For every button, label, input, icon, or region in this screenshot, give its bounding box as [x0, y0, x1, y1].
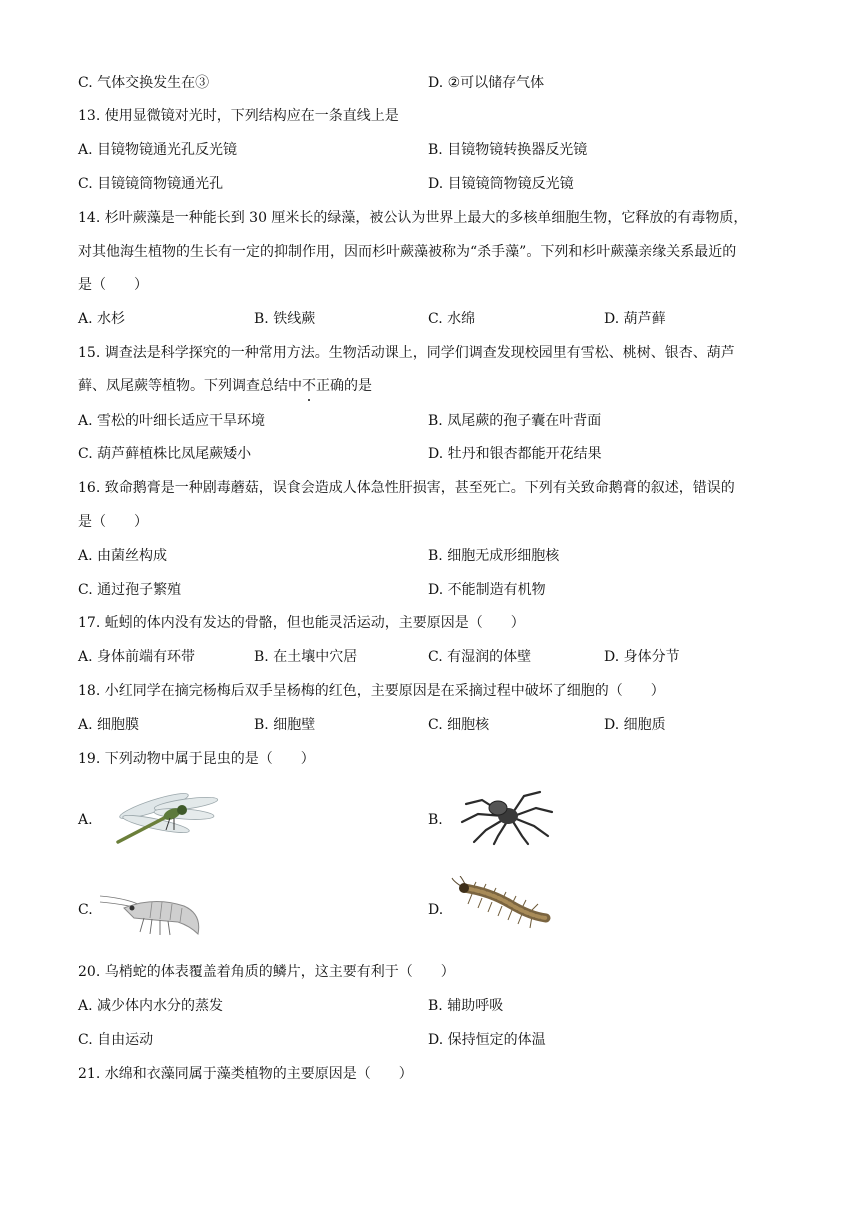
q14-option-d: D. 葫芦藓	[604, 311, 666, 327]
q18-option-c: C. 细胞核	[428, 717, 490, 733]
q21-stem: 21. 水绵和衣藻同属于藻类植物的主要原因是（ ）	[78, 1066, 413, 1082]
q16-stem-line2: 是（ ）	[78, 514, 148, 530]
q13-option-d: D. 目镜镜筒物镜反光镜	[428, 176, 574, 192]
exam-page: C. 气体交换发生在③ D. ②可以储存气体 13. 使用显微镜对光时，下列结构应在一条直线上是 A. 目镜物镜通光孔反光镜 B. 目镜物镜转换器反光镜 C. 目镜镜筒物镜通光孔 D. 目镜镜筒物镜反光镜 14. 杉叶蕨藻是一种能长到 30 厘米长的绿藻，被公认为世界上最大的多核单细胞生物，它释放的有毒物质， 对其他海生植物的生长有一定的抑制作用，因而杉叶蕨藻被称为“杀手藻”。下列和杉叶蕨藻亲缘关系最近的 是（ ） A. 水杉 B. 铁线蕨 C. 水绵 D. 葫芦藓 15. 调查法是科学探究的一种常用方法。生物活动课上，同学们调查发现校园里有雪松、桃树、银杏、葫芦 藓、凤尾蕨等植物。下列调查总结中不正确的是 A. 雪松的叶细长适应干旱环境 B. 凤尾蕨的孢子囊在叶背面 C. 葫芦藓植株比凤尾蕨矮小 D. 牡丹和银杏都能开花结果 16. 致命鹅膏是一种剧毒蘑菇，误食会造成人体急性肝损害，甚至死亡。下列有关致命鹅膏的叙述，错误的 是（ ） A. 由菌丝构成 B. 细胞无成形细胞核 C. 通过孢子繁殖 D. 不能制造有机物 17. 蚯蚓的体内没有发达的骨骼，但也能灵活运动，主要原因是（ ） A. 身体前端有环带 B. 在土壤中穴居 C. 有湿润的体壁 D. 身体分节 18. 小红同学在摘完杨梅后双手呈杨梅的红色，主要原因是在采摘过程中破坏了细胞的（ ） A. 细胞膜 B. 细胞壁 C. 细胞核 D. 细胞质 19. 下列动物中属于昆虫的是（ ） A. B. C. D. 20. 乌梢蛇的体表覆盖着角质的鳞片，这主要有利于（ ） A. 减少体内水分的蒸发 B. 辅助呼吸 C. 自由运动 D. 保持恒定的体温 21. 水绵和衣藻同属于藻类植物的主要原因是（ ）	[78, 75, 748, 1082]
q14-option-c: C. 水绵	[428, 311, 476, 327]
q16-stem-line1: 16. 致命鹅膏是一种剧毒蘑菇，误食会造成人体急性肝损害，甚至死亡。下列有关致命鹅膏的叙述，错误的	[78, 480, 735, 496]
q15-stem-line1: 15. 调查法是科学探究的一种常用方法。生物活动课上，同学们调查发现校园里有雪松、桃树、银杏、葫芦	[78, 345, 735, 361]
q17-stem: 17. 蚯蚓的体内没有发达的骨骼，但也能灵活运动，主要原因是（ ）	[78, 615, 525, 631]
q20-option-a: A. 减少体内水分的蒸发	[78, 998, 224, 1014]
q18-option-b: B. 细胞壁	[254, 717, 316, 733]
q20-option-b: B. 辅助呼吸	[428, 998, 504, 1014]
spider-image	[452, 786, 562, 846]
q17-option-b: B. 在土壤中穴居	[254, 649, 358, 665]
q18-stem: 18. 小红同学在摘完杨梅后双手呈杨梅的红色，主要原因是在采摘过程中破坏了细胞的（ ）	[78, 683, 665, 699]
q13-option-c: C. 目镜镜筒物镜通光孔	[78, 176, 224, 192]
q13-stem: 13. 使用显微镜对光时，下列结构应在一条直线上是	[78, 108, 399, 124]
q15-option-a: A. 雪松的叶细长适应干旱环境	[78, 413, 266, 429]
centipede-image	[450, 876, 560, 936]
q16-option-d: D. 不能制造有机物	[428, 582, 546, 598]
q13-option-b: B. 目镜物镜转换器反光镜	[428, 142, 588, 158]
q18-option-a: A. 细胞膜	[78, 717, 140, 733]
q19-stem: 19. 下列动物中属于昆虫的是（ ）	[78, 751, 315, 767]
dragonfly-image	[104, 790, 224, 852]
shrimp-image	[94, 878, 214, 942]
q17-option-d: D. 身体分节	[604, 649, 680, 665]
q13-option-a: A. 目镜物镜通光孔反光镜	[78, 142, 238, 158]
q16-option-c: C. 通过孢子繁殖	[78, 582, 182, 598]
q14-stem-line1: 14. 杉叶蕨藻是一种能长到 30 厘米长的绿藻，被公认为世界上最大的多核单细胞生物，它释放的有毒物质，	[78, 210, 748, 226]
q17-option-c: C. 有湿润的体壁	[428, 649, 532, 665]
q20-option-d: D. 保持恒定的体温	[428, 1032, 546, 1048]
q20-stem: 20. 乌梢蛇的体表覆盖着角质的鳞片，这主要有利于（ ）	[78, 964, 455, 980]
q14-option-a: A. 水杉	[78, 311, 126, 327]
q16-option-b: B. 细胞无成形细胞核	[428, 548, 560, 564]
emphasis-dot-text: 不	[302, 378, 316, 394]
q15-option-c: C. 葫芦藓植株比凤尾蕨矮小	[78, 446, 252, 462]
q15-option-d: D. 牡丹和银杏都能开花结果	[428, 446, 602, 462]
q15-stem-line2: 藓、凤尾蕨等植物。下列调查总结中不正确的是	[78, 378, 372, 394]
q12-option-c: C. 气体交换发生在③	[78, 75, 210, 91]
q16-option-a: A. 由菌丝构成	[78, 548, 168, 564]
q15-option-b: B. 凤尾蕨的孢子囊在叶背面	[428, 413, 602, 429]
q17-option-a: A. 身体前端有环带	[78, 649, 196, 665]
q14-stem-line3: 是（ ）	[78, 277, 148, 293]
q14-stem-line2: 对其他海生植物的生长有一定的抑制作用，因而杉叶蕨藻被称为“杀手藻”。下列和杉叶蕨藻亲缘关系最近的	[78, 244, 737, 260]
q18-option-d: D. 细胞质	[604, 717, 666, 733]
q14-option-b: B. 铁线蕨	[254, 311, 316, 327]
q20-option-c: C. 自由运动	[78, 1032, 154, 1048]
q12-option-d: D. ②可以储存气体	[428, 75, 545, 91]
